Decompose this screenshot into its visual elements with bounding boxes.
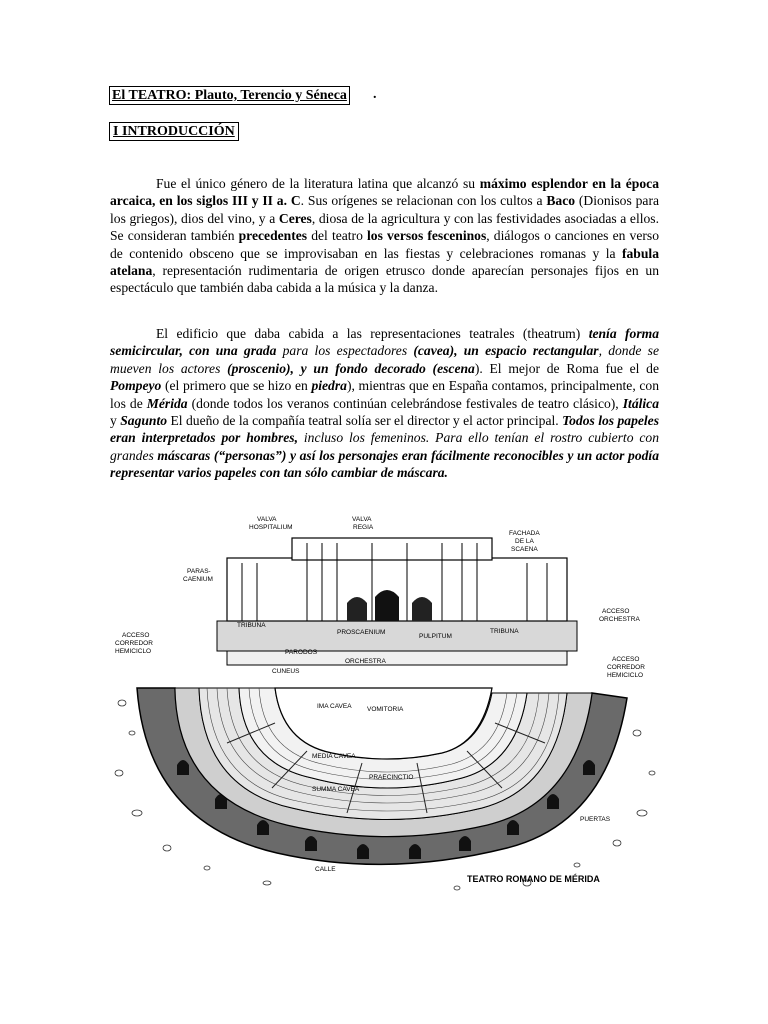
label-orchestra: ORCHESTRA (345, 658, 386, 665)
label-fachada-1: FACHADA (509, 530, 540, 537)
label-cuneus: CUNEUS (272, 668, 300, 675)
proscaenium (217, 621, 577, 651)
label-tribuna-right: TRIBUNA (490, 628, 519, 635)
label-parascaenium-1: PARAS- (187, 568, 211, 575)
label-parascaenium-2: CAENIUM (183, 576, 213, 583)
label-pulpitum: PULPITUM (419, 633, 452, 640)
text-run: ), mientras que en España contamos, principalmente, con los de (110, 378, 659, 411)
text-run: Fue el único género de la literatura latina que alcanzó su (156, 176, 480, 191)
label-calle: CALLE (315, 866, 336, 873)
text-run: Itálica (622, 395, 659, 411)
label-fachada-3: SCAENA (511, 546, 538, 553)
label-fachada-2: DE LA (515, 538, 534, 545)
figure-caption: TEATRO ROMANO DE MÉRIDA (467, 874, 600, 884)
text-run: Ceres (278, 210, 312, 226)
label-acceso-orchestra-1: ACCESO (602, 608, 630, 615)
p1-runs (110, 176, 659, 295)
text-run: (el primero que se hizo en (161, 378, 312, 394)
text-run: para los espectadores (276, 343, 414, 359)
text-run: Mérida (146, 395, 188, 411)
text-run: ). El mejor de Roma fue el de (474, 360, 659, 376)
text-run: máximo esplendor en la época arcaica, en los siglos III y II a. C (110, 176, 659, 209)
document-title (109, 86, 350, 105)
label-puertas: PUERTAS (580, 816, 611, 823)
text-run: y (110, 413, 121, 429)
label-acceso-left-3: HEMICICLO (115, 648, 152, 655)
text-run: fabula atelana (110, 245, 659, 279)
text-run: , donde se mueven los actores (110, 343, 659, 376)
text-run: , representación rudimentaria de origen etrusco donde aparecían personajes fijos en un espectáculo que también daba cabida a la música y la danza. (110, 263, 659, 296)
paragraph-1 (110, 175, 659, 297)
pulpitum (227, 651, 567, 665)
label-acceso-right-2: CORREDOR (607, 664, 645, 671)
text-run: Todos los papeles eran interpretados por hombres, (110, 413, 660, 446)
label-valva-regia-1: VALVA (352, 516, 372, 523)
title-period: . (373, 87, 377, 102)
text-run: los versos fesceninos (367, 228, 487, 244)
label-valva-hospitalium-2: HOSPITALIUM (249, 524, 293, 531)
label-acceso-left-1: ACCESO (122, 632, 150, 639)
text-run: Baco (546, 193, 576, 209)
text-run: . Sus orígenes se relacionan con los cultos a (300, 193, 547, 209)
label-praecinctio: PRAECINCTIO (369, 774, 414, 781)
text-run: incluso los femeninos. Para ello tenían el rostro cubierto con grandes (110, 430, 660, 463)
text-run: , diálogos o canciones en verso de contenido obsceno que se improvisaban en las fiestas y celebraciones romanas y la (110, 228, 659, 261)
label-acceso-right-1: ACCESO (612, 656, 640, 663)
title-text: El TEATRO: Plauto, Terencio y Séneca (112, 88, 347, 103)
text-run: (Dionisos para los griegos), dios del vino, y a (110, 193, 660, 226)
label-proscaenium: PROSCAENIUM (337, 629, 386, 636)
text-run: tenía forma semicircular, con una grada (110, 326, 660, 359)
theatre-illustration (107, 503, 665, 913)
label-vomitoria: VOMITORIA (367, 706, 404, 713)
label-acceso-left-2: CORREDOR (115, 640, 153, 647)
text-run: precedentes (238, 228, 308, 244)
p2-runs (110, 326, 659, 480)
label-media-cavea: MEDIA CAVEA (312, 753, 356, 760)
text-run: máscaras (“personas”) y así los personajes eran fácilmente reconocibles y un actor podía representar varios papeles con tan sólo cambiar de máscara. (110, 447, 659, 481)
label-acceso-right-3: HEMICICLO (607, 672, 644, 679)
text-run: El edificio que daba cabida a las representaciones teatrales (theatrum) (156, 326, 589, 341)
text-run: (cavea), un espacio rectangular (413, 343, 599, 359)
text-run: piedra (311, 378, 347, 394)
label-valva-hospitalium-1: VALVA (257, 516, 277, 523)
label-ima-cavea: IMA CAVEA (317, 703, 352, 710)
label-tribuna-left: TRIBUNA (237, 622, 266, 629)
text-run: (donde todos los veranos continúan celebrándose festivales de teatro clásico), (187, 395, 623, 411)
text-run: del teatro (307, 228, 368, 244)
label-summa-cavea: SUMMA CAVEA (312, 786, 360, 793)
text-run: (proscenio), y un fondo decorado (escena (227, 360, 475, 376)
label-parodos: PARODOS (285, 649, 318, 656)
paragraph-2 (110, 325, 659, 482)
text-run: El dueño de la compañía teatral solía ser el director y el actor principal. (167, 413, 563, 429)
text-run: Pompeyo (110, 378, 162, 394)
section-heading: I INTRODUCCIÓN (109, 122, 239, 141)
text-run: Sagunto (120, 413, 168, 429)
label-acceso-orchestra-2: ORCHESTRA (599, 616, 640, 623)
text-run: , diosa de la agricultura y con las festividades asociadas a ellos. Se consideran también (110, 210, 660, 244)
label-valva-regia-2: REGIA (353, 524, 374, 531)
